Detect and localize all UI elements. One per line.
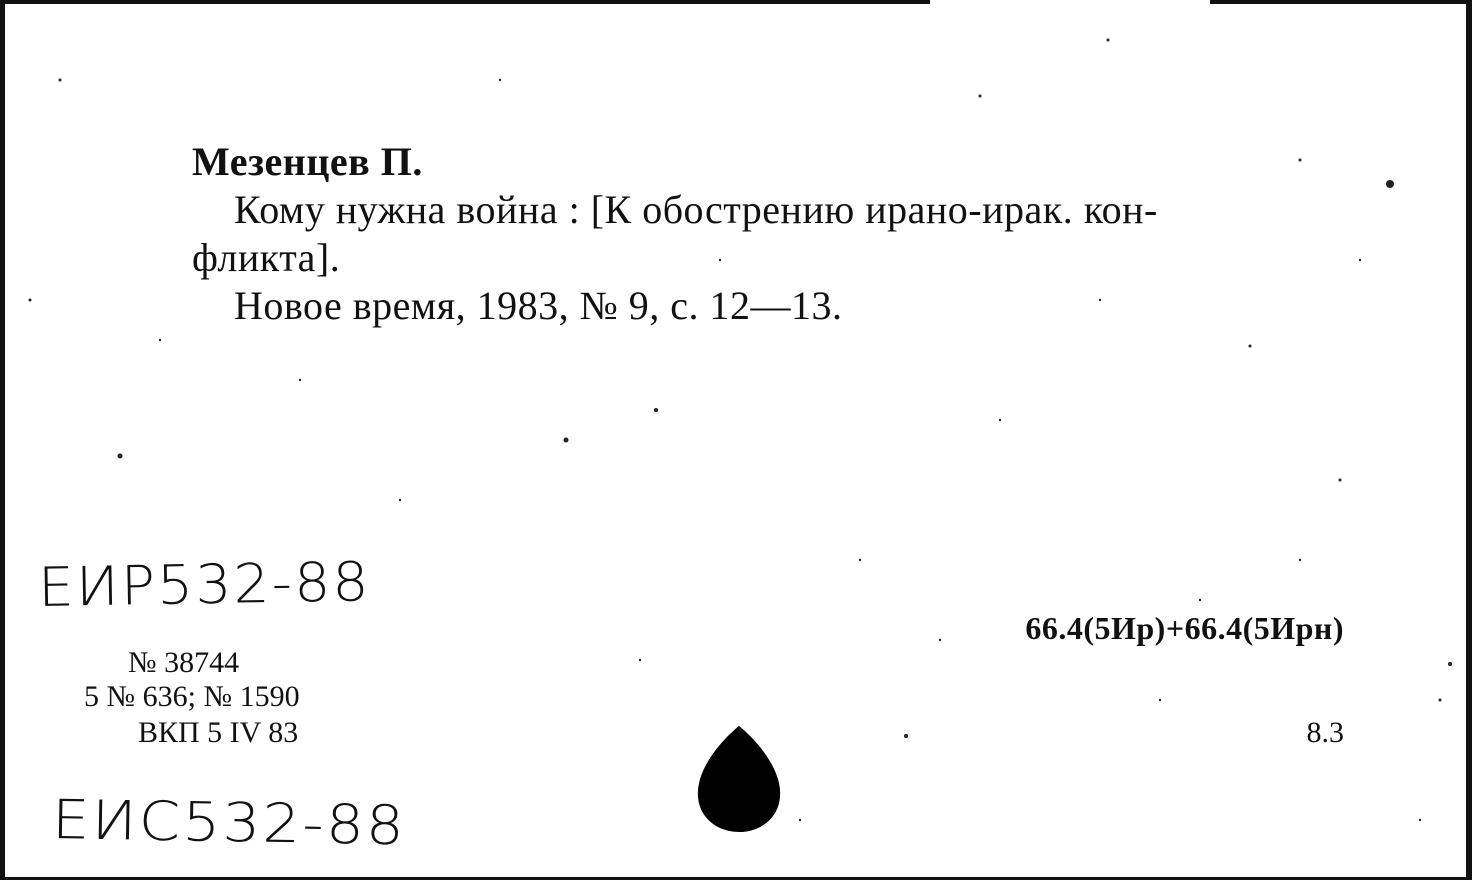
source-citation: Новое время, 1983, № 9, с. 12—13.	[234, 283, 843, 328]
handwritten-code-top: ЕИР532-88	[37, 550, 372, 619]
record-issue-numbers: 5 № 636; № 1590	[84, 680, 300, 713]
title-line: Кому нужна война : [К обострению ирано-ирак. кон-	[234, 187, 1158, 232]
classification-code: 66.4(5Ир)+66.4(5Ирн)	[1025, 610, 1344, 646]
record-registration-date: ВКП 5 IV 83	[138, 716, 299, 749]
record-number: № 38744	[128, 646, 240, 679]
handwritten-code-bottom: ЕИС532-88	[51, 788, 407, 858]
punch-hole-icon	[694, 724, 784, 834]
bibliographic-entry	[192, 138, 1367, 330]
shelf-index: 8.3	[1306, 716, 1344, 749]
author-heading: Мезенцев П.	[192, 139, 423, 184]
title-line-continuation: фликта].	[192, 235, 341, 280]
